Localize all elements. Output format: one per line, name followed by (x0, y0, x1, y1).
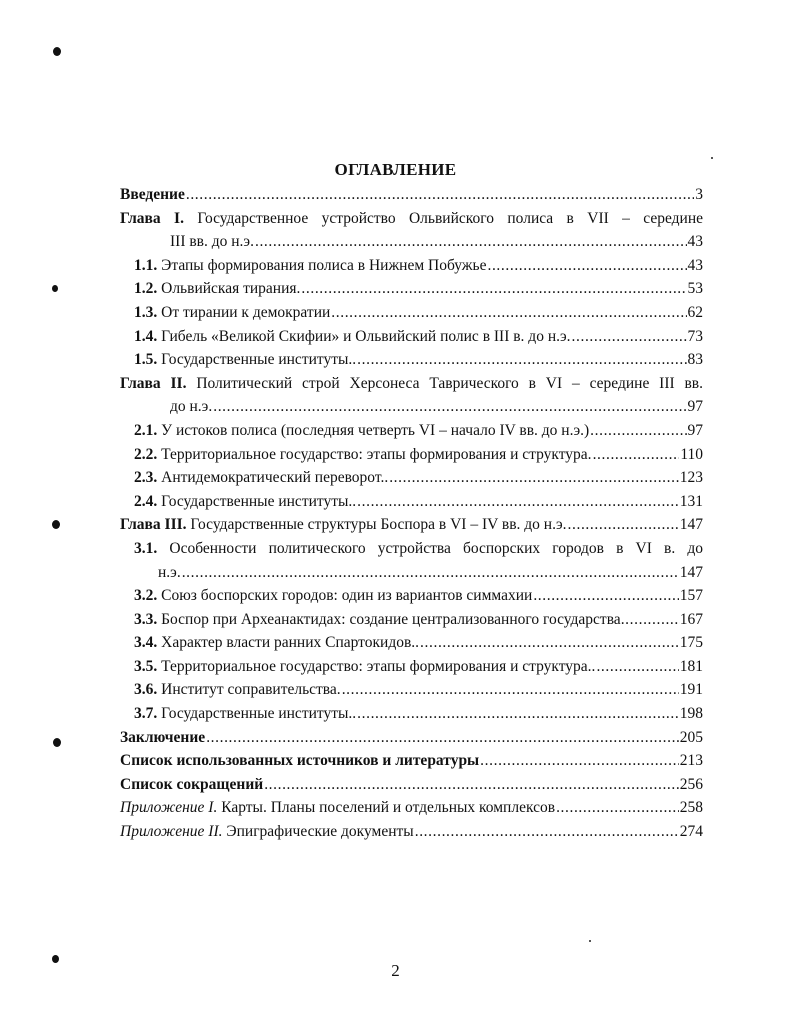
section-number: 3.7. (134, 705, 158, 723)
section-number: 3.6. (134, 681, 158, 699)
dot-leader (556, 796, 679, 820)
toc-entry-chapter-3[interactable] (120, 513, 703, 537)
toc-entry-section[interactable] (120, 348, 703, 372)
dot-leader (182, 561, 679, 585)
page-ref: 191 (679, 681, 703, 699)
entry-label: Заключение (120, 728, 206, 746)
section-title: Государственные институты.. (161, 492, 357, 510)
page-ref: 147 (679, 516, 703, 534)
chapter-title: Государственное устройство Ольвийского полиса в VII – середине (197, 209, 704, 227)
page-ref: 181 (679, 657, 703, 675)
page-ref: 53 (687, 280, 703, 298)
section-number: 3.5. (134, 657, 158, 675)
dot-leader (331, 301, 686, 325)
section-title: Этапы формирования полиса в Нижнем Побужье (161, 256, 487, 274)
punch-hole-mark (52, 285, 58, 292)
dot-leader (590, 419, 686, 443)
toc-entry-chapter-2-cont[interactable] (120, 395, 703, 419)
toc-entry-section[interactable] (120, 655, 703, 679)
punch-hole-mark (53, 738, 61, 747)
page-ref: 110 (680, 445, 703, 463)
dot-leader (568, 513, 679, 537)
page-ref: 157 (679, 587, 703, 605)
section-title: Государственные институты.. (161, 351, 357, 369)
toc-entry-section[interactable] (120, 301, 703, 325)
appendix-title: Эпиграфические документы (226, 823, 414, 841)
toc-entry-section[interactable] (120, 419, 703, 443)
section-title: Ольвийская тирания. (161, 280, 301, 298)
dot-leader (342, 678, 679, 702)
page-ref: 213 (679, 752, 703, 770)
page-ref: 274 (679, 823, 703, 841)
dot-leader (186, 183, 694, 207)
dot-leader (593, 443, 680, 467)
toc-entry-sources[interactable] (120, 749, 703, 773)
dot-leader (420, 631, 679, 655)
section-number: 1.2. (134, 280, 158, 298)
dot-leader (415, 820, 679, 844)
page-ref: 97 (687, 421, 703, 439)
toc-entry-abbreviations[interactable] (120, 773, 703, 797)
section-title: Территориальное государство: этапы формирования и структура. (161, 445, 592, 463)
dot-leader (596, 655, 678, 679)
section-title: Союз боспорских городов: один из вариантов симмахии (161, 587, 533, 605)
dot-leader (213, 395, 686, 419)
toc-entry-chapter-2[interactable] (120, 372, 703, 396)
appendix-title: Карты. Планы поселений и отдельных комплексов (221, 799, 556, 817)
toc-entry-section[interactable] (120, 702, 703, 726)
dot-leader (621, 608, 680, 632)
section-number: 1.5. (134, 351, 158, 369)
section-number: 2.2. (134, 445, 158, 463)
dot-leader (301, 277, 686, 301)
section-number: 2.4. (134, 492, 158, 510)
section-title: Боспор при Археанактидах: создание централизованного государства (161, 610, 621, 628)
toc-entry-introduction[interactable] (120, 183, 703, 207)
page-ref: 73 (687, 327, 703, 345)
page-ref: 3 (695, 186, 703, 203)
chapter-title: Государственные структуры Боспора в VI – IV вв. до н.э. (190, 516, 567, 534)
page-ref: 205 (679, 728, 703, 746)
section-number: 1.4. (134, 327, 158, 345)
section-number: 3.2. (134, 587, 158, 605)
toc-entry-section[interactable] (120, 254, 703, 278)
dot-leader (389, 466, 679, 490)
entry-label: Список использованных источников и литературы (120, 752, 480, 770)
page-ref: 62 (687, 303, 703, 321)
chapter-label: Глава III. (120, 516, 187, 534)
section-title-cont: н.э. (158, 563, 181, 581)
toc-entry-section[interactable] (120, 325, 703, 349)
dot-leader (572, 325, 687, 349)
dot-leader (533, 584, 678, 608)
section-title: Институт соправительства. (161, 681, 341, 699)
table-of-contents (120, 183, 703, 844)
toc-heading: ОГЛАВЛЕНИЕ (334, 160, 457, 179)
appendix-label: Приложение I. (120, 799, 218, 817)
appendix-label: Приложение II. (120, 823, 223, 841)
toc-entry-section[interactable] (120, 277, 703, 301)
page-ref: 198 (679, 705, 703, 723)
page-ref: 97 (687, 398, 703, 416)
dot-leader (480, 749, 679, 773)
toc-entry-section[interactable] (120, 678, 703, 702)
toc-entry-appendix-1[interactable] (120, 796, 703, 820)
toc-entry-section[interactable] (120, 537, 703, 561)
toc-entry-appendix-2[interactable] (120, 820, 703, 844)
dot-leader (264, 773, 679, 797)
page-ref: 131 (679, 492, 703, 510)
toc-entry-section[interactable] (120, 608, 703, 632)
dot-leader (487, 254, 686, 278)
chapter-label: Глава I. (120, 209, 184, 227)
section-title: Территориальное государство: этапы формирования и структура.. (161, 657, 596, 675)
chapter-title-cont: III вв. до н.э. (170, 233, 254, 251)
toc-entry-chapter-1[interactable] (120, 207, 703, 231)
toc-entry-chapter-1-cont[interactable] (120, 230, 703, 254)
toc-entry-section[interactable] (120, 490, 703, 514)
toc-entry-section[interactable] (120, 584, 703, 608)
section-number: 1.3. (134, 303, 158, 321)
section-number: 2.3. (134, 469, 158, 487)
section-number: 1.1. (134, 256, 158, 274)
section-number: 3.1. (134, 539, 158, 557)
dot-leader (357, 702, 679, 726)
section-title: У истоков полиса (последняя четверть VI – начало IV вв. до н.э.) (161, 421, 590, 439)
page-ref: 123 (679, 469, 703, 487)
section-number: 3.4. (134, 634, 158, 652)
dot-leader (357, 490, 679, 514)
page-ref: 175 (679, 634, 703, 652)
toc-entry-section[interactable] (120, 466, 703, 490)
toc-entry-section[interactable] (120, 631, 703, 655)
page-ref: 167 (679, 610, 703, 628)
scan-speck (589, 940, 591, 942)
dot-leader (255, 230, 687, 254)
section-title: Государственные институты.. (161, 705, 357, 723)
chapter-label: Глава II. (120, 374, 187, 392)
entry-label: Введение (120, 186, 185, 203)
page-ref: 256 (679, 775, 703, 793)
dot-leader (206, 726, 679, 750)
section-title: Гибель «Великой Скифии» и Ольвийский полис в III в. до н.э. (161, 327, 571, 345)
page-ref: 83 (687, 351, 703, 369)
section-title: Особенности политического устройства боспорских городов в VI в. до (169, 539, 704, 557)
section-title: Характер власти ранних Спартокидов.. (161, 634, 420, 652)
page-ref: 43 (687, 256, 703, 274)
scan-speck (711, 157, 713, 159)
toc-entry-section-cont[interactable] (120, 561, 703, 585)
page-number: 2 (391, 961, 400, 980)
section-title: Антидемократический переворот.. (161, 469, 389, 487)
chapter-title-cont: до н.э. (170, 398, 213, 416)
punch-hole-mark (53, 47, 61, 56)
toc-entry-conclusion[interactable] (120, 726, 703, 750)
punch-hole-mark (52, 520, 60, 529)
page-ref: 258 (679, 799, 703, 817)
entry-label: Список сокращений (120, 775, 264, 793)
section-title: От тирании к демократии (161, 303, 331, 321)
toc-entry-section[interactable] (120, 443, 703, 467)
section-number: 3.3. (134, 610, 158, 628)
chapter-title: Политический строй Херсонеса Таврического в VI – середине III вв. (196, 374, 703, 392)
dot-leader (357, 348, 686, 372)
page-ref: 147 (679, 563, 703, 581)
page-ref: 43 (687, 233, 703, 251)
section-number: 2.1. (134, 421, 158, 439)
